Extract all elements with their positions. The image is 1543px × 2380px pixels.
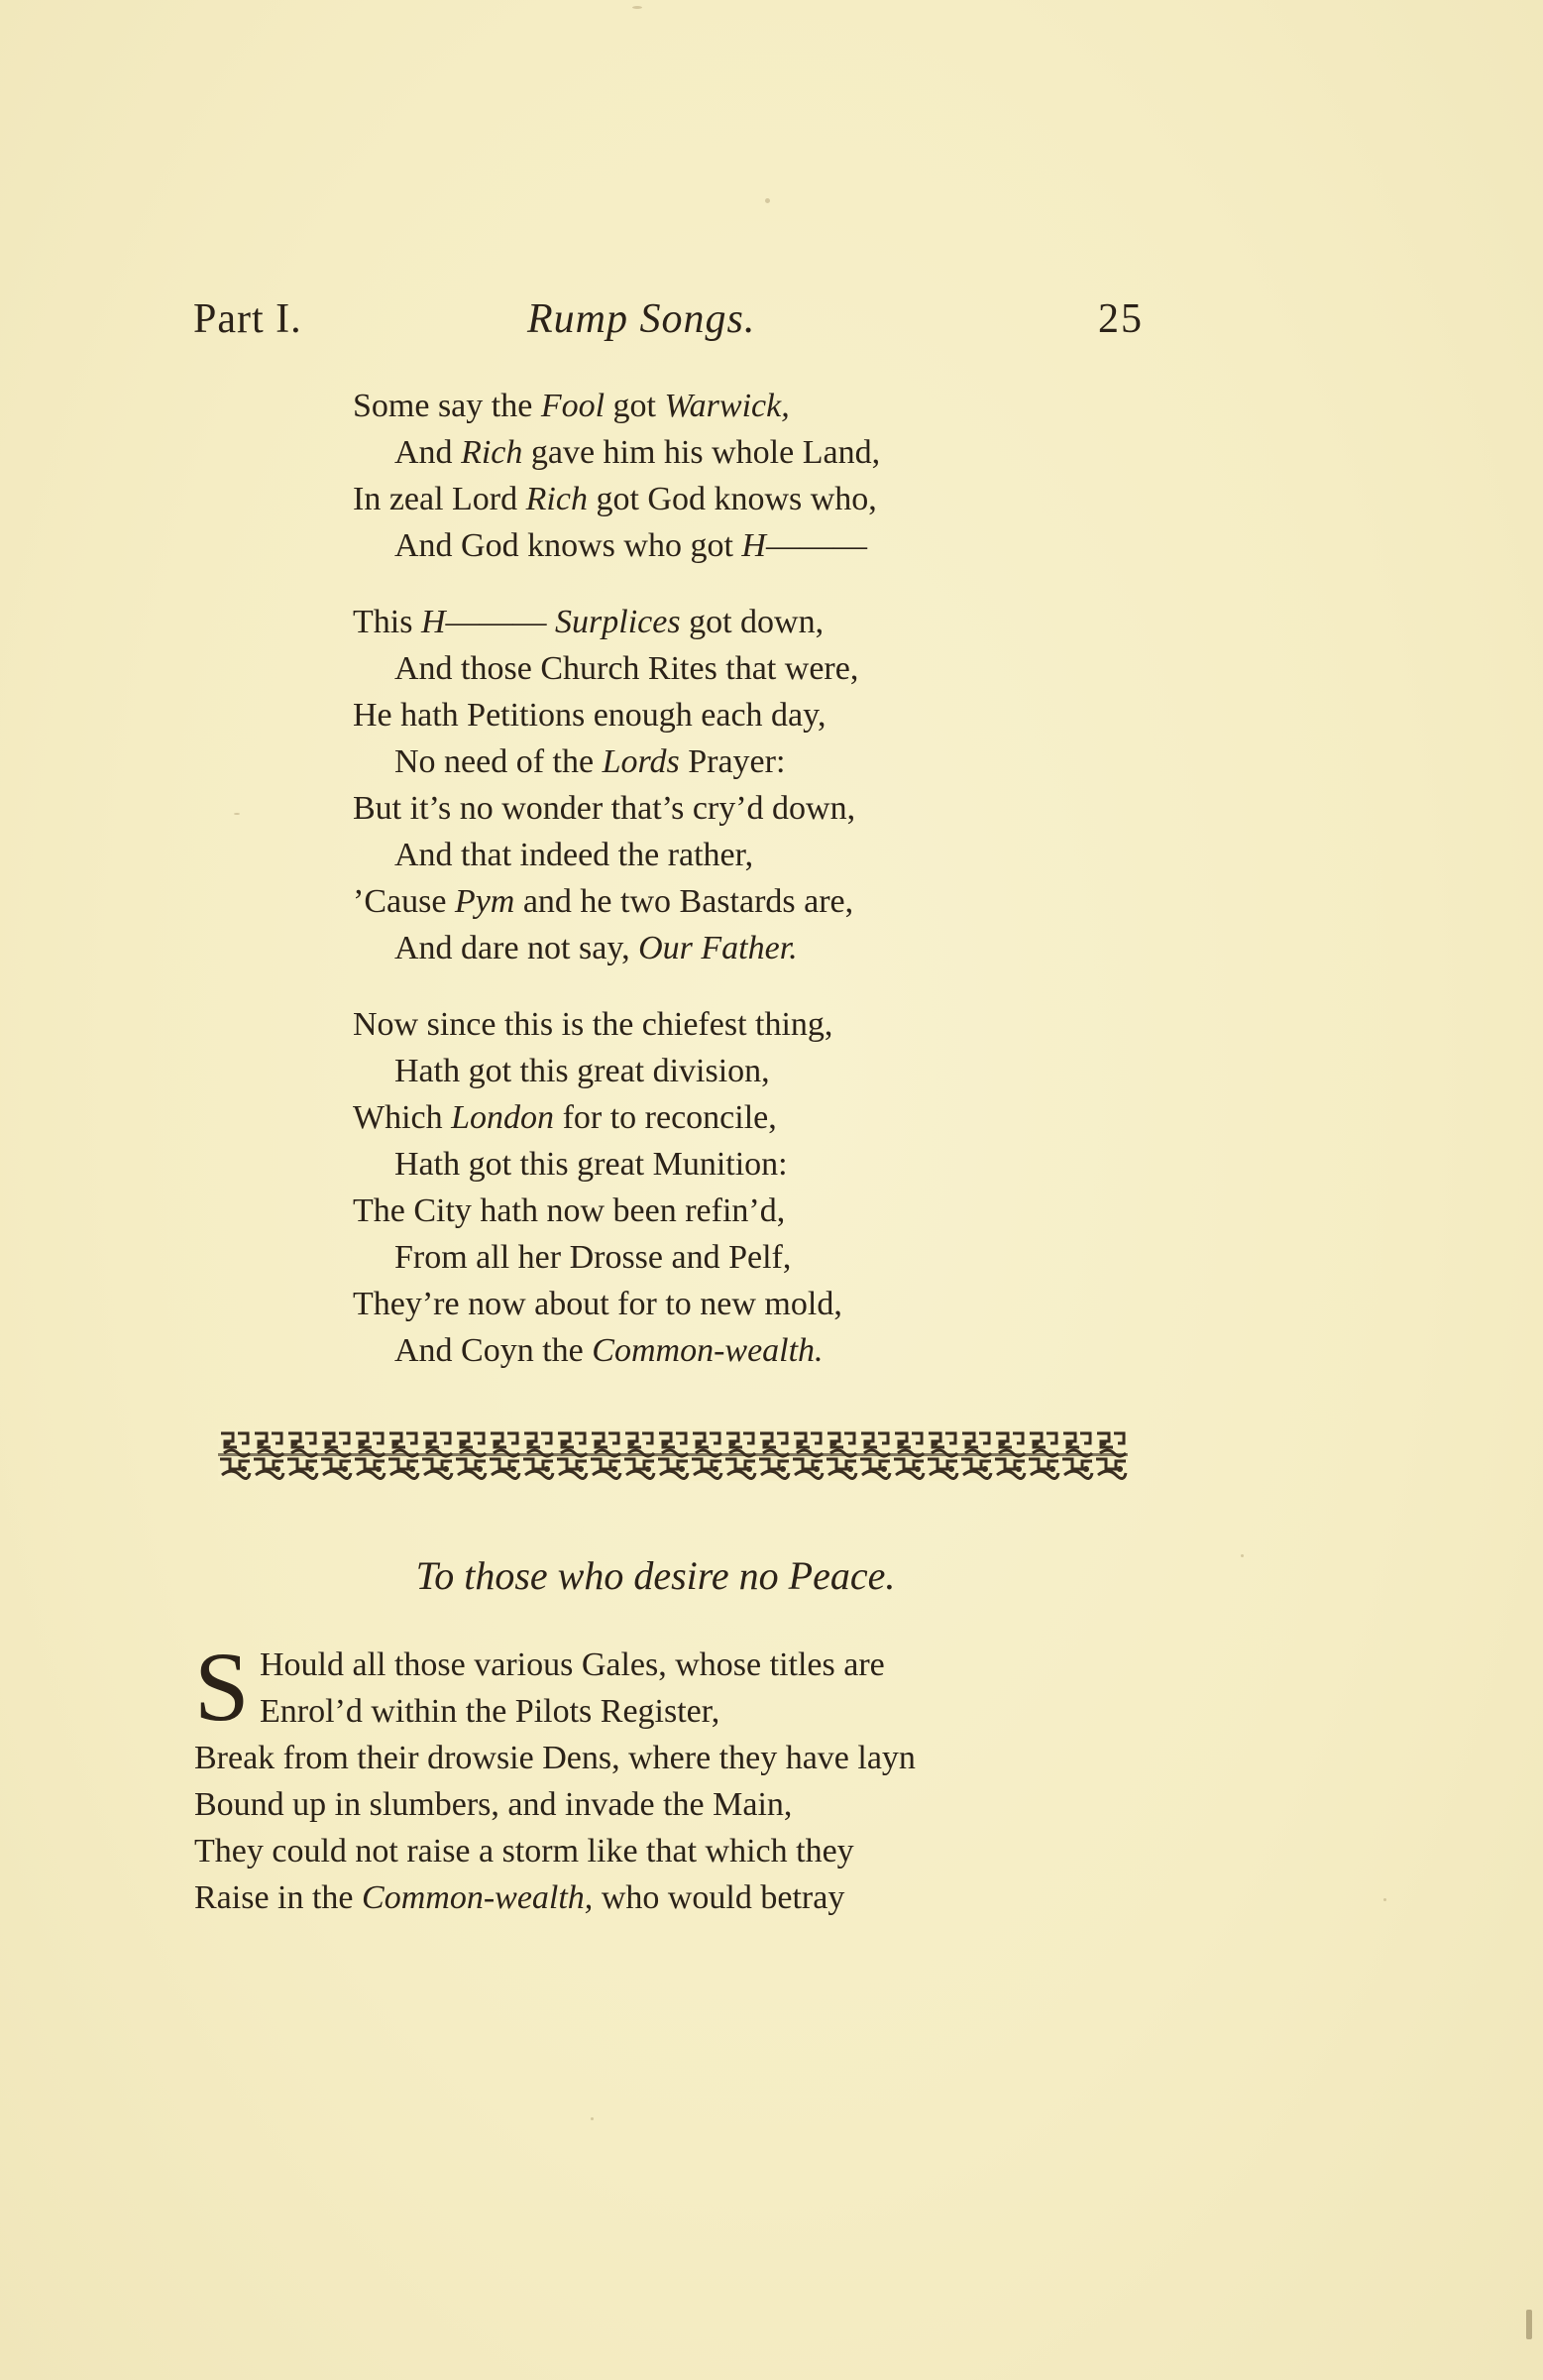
text-segment: Which bbox=[353, 1099, 452, 1136]
verse-line bbox=[194, 1688, 1383, 1735]
text-segment: for to reconcile, bbox=[554, 1099, 777, 1136]
verse-line bbox=[194, 1828, 1383, 1874]
italic-text: Warwick, bbox=[664, 388, 790, 424]
stanza-3 bbox=[353, 1001, 1344, 1374]
verse-line bbox=[194, 1735, 1383, 1781]
running-header bbox=[0, 289, 1543, 349]
text-segment: and he two Bastards are, bbox=[514, 883, 854, 920]
text-segment: And bbox=[394, 434, 462, 471]
italic-text: London bbox=[451, 1099, 555, 1136]
text-segment: Prayer: bbox=[679, 743, 786, 780]
verse-line bbox=[353, 1094, 1344, 1141]
verse-line bbox=[194, 1874, 1383, 1921]
verse-line bbox=[353, 878, 1344, 925]
text-segment: In zeal Lord bbox=[353, 481, 526, 517]
text-segment: ——— bbox=[445, 604, 556, 640]
text-segment: From all her Drosse and Pelf, bbox=[394, 1239, 792, 1276]
text-segment: Hath got this great division, bbox=[394, 1053, 770, 1089]
stanza-2 bbox=[353, 599, 1344, 971]
text-segment: got bbox=[605, 388, 665, 424]
verse-line bbox=[353, 476, 1344, 522]
poem-to-those-who-desire-no-peace bbox=[194, 1632, 1383, 1921]
running-title: Rump Songs. bbox=[527, 296, 756, 342]
verse-line bbox=[353, 692, 1344, 738]
text-segment: Raise in the bbox=[194, 1879, 363, 1916]
text-segment: who would betray bbox=[593, 1879, 845, 1916]
verse-line bbox=[353, 832, 1344, 878]
text-segment: Hath got this great Munition: bbox=[394, 1146, 788, 1183]
verse-line bbox=[353, 1327, 1344, 1374]
text-segment: Break from their drowsie Dens, where they have layn bbox=[194, 1740, 916, 1776]
decorative-ornament-band bbox=[218, 1429, 1128, 1481]
text-segment: And Coyn the bbox=[394, 1332, 593, 1369]
verse-line bbox=[353, 522, 1344, 569]
verse-line bbox=[194, 1781, 1383, 1828]
text-segment: got down, bbox=[680, 604, 825, 640]
text-segment: He hath Petitions enough each day, bbox=[353, 697, 827, 734]
italic-text: Rich bbox=[461, 434, 523, 471]
verse-line bbox=[353, 738, 1344, 785]
text-segment: And that indeed the rather, bbox=[394, 837, 754, 873]
text-segment: Hould all those various Gales, whose titles are bbox=[260, 1646, 885, 1683]
verse-line bbox=[353, 1281, 1344, 1327]
text-segment: got God knows who, bbox=[587, 481, 877, 517]
text-segment: No need of the bbox=[394, 743, 603, 780]
stanza-1 bbox=[353, 383, 1344, 569]
verse-line bbox=[353, 645, 1344, 692]
verse-line bbox=[353, 429, 1344, 476]
text-segment: And dare not say, bbox=[394, 930, 639, 966]
verse-line bbox=[353, 1001, 1344, 1048]
drop-cap: S bbox=[194, 1632, 250, 1742]
italic-text: H bbox=[741, 527, 766, 564]
verse-line bbox=[353, 599, 1344, 645]
text-segment: Some say the bbox=[353, 388, 541, 424]
section-title: To those who desire no Peace. bbox=[415, 1553, 896, 1598]
italic-text: Common-wealth, bbox=[362, 1879, 594, 1916]
part-label: Part I. bbox=[193, 296, 302, 342]
text-segment: They’re now about for to new mold, bbox=[353, 1286, 842, 1322]
italic-text: Surplices bbox=[555, 604, 681, 640]
italic-text: Lords bbox=[602, 743, 680, 780]
italic-text: Common-wealth. bbox=[592, 1332, 824, 1369]
verse-line bbox=[353, 1188, 1344, 1234]
italic-text: Fool bbox=[540, 388, 606, 424]
text-segment: This bbox=[353, 604, 421, 640]
italic-text: Pym bbox=[454, 883, 515, 920]
verse-line bbox=[353, 925, 1344, 971]
text-segment: But it’s no wonder that’s cry’d down, bbox=[353, 790, 856, 827]
text-segment: The City hath now been refin’d, bbox=[353, 1192, 786, 1229]
text-segment: ’Cause bbox=[353, 883, 455, 920]
italic-text: H bbox=[420, 604, 446, 640]
text-segment: gave him his whole Land, bbox=[522, 434, 881, 471]
text-segment: Enrol’d within the Pilots Register, bbox=[260, 1693, 720, 1730]
verse-line bbox=[353, 383, 1344, 429]
verse-line bbox=[353, 1141, 1344, 1188]
text-segment: And those Church Rites that were, bbox=[394, 650, 859, 687]
text-segment: They could not raise a storm like that which they bbox=[194, 1833, 854, 1870]
verse-line bbox=[353, 1048, 1344, 1094]
italic-text: Rich bbox=[525, 481, 588, 517]
verse-line bbox=[353, 785, 1344, 832]
page-number: 25 bbox=[1098, 296, 1144, 342]
verse-line bbox=[353, 1234, 1344, 1281]
italic-text: Our Father. bbox=[638, 930, 798, 966]
verse-line bbox=[194, 1642, 1383, 1688]
text-segment: Bound up in slumbers, and invade the Main, bbox=[194, 1786, 793, 1823]
poem-lines bbox=[194, 1632, 1383, 1921]
text-segment: Now since this is the chiefest thing, bbox=[353, 1006, 833, 1043]
text-segment: ——— bbox=[765, 527, 867, 564]
text-segment: And God knows who got bbox=[394, 527, 742, 564]
